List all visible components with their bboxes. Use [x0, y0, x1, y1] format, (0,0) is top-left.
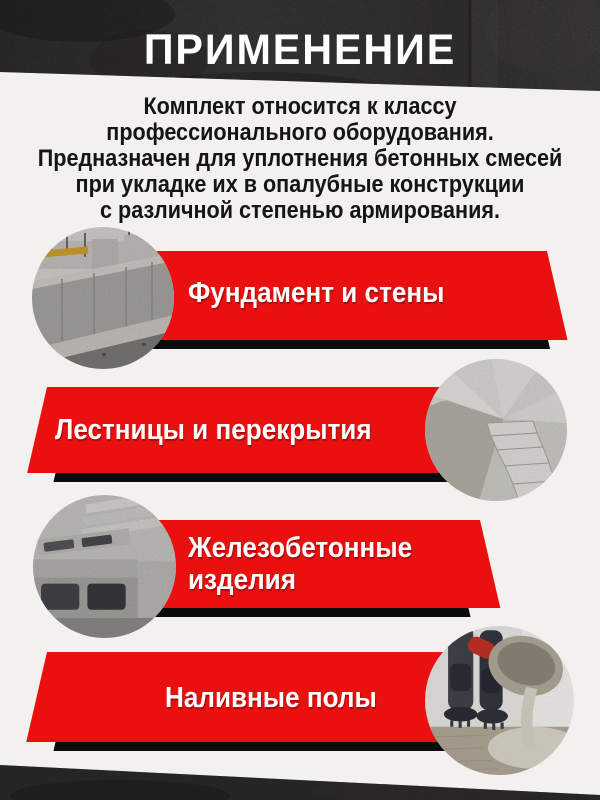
self-leveling-floor-pour-photo: [425, 626, 574, 775]
banner-shadow: [150, 340, 550, 349]
intro-paragraph: [30, 94, 570, 224]
banner-label-text: Фундамент и стены: [188, 277, 445, 309]
banner-label: [165, 682, 377, 714]
concrete-foundation-walls-photo: [32, 227, 174, 369]
intro-line: Комплект относится к классу: [143, 93, 457, 120]
banner-label: [188, 277, 444, 309]
banner-label: [55, 414, 372, 446]
page-title: ПРИМЕНЕНИЕ: [143, 26, 457, 74]
concrete-spiral-staircase-photo: [425, 359, 567, 501]
intro-line: с различной степенью армирования.: [100, 197, 500, 224]
intro-line: при укладке их в опалубные конструкции: [75, 171, 525, 198]
precast-concrete-beams-photo: [33, 495, 176, 638]
banner-label-text: Лестницы и перекрытия: [55, 414, 372, 446]
banner-label-text: Наливные полы: [165, 682, 377, 714]
banner-label: [188, 532, 413, 596]
banner-label-text: Железобетонные изделия: [188, 532, 413, 596]
intro-line: Предназначен для уплотнения бетонных смесей: [37, 145, 563, 172]
intro-line: профессионального оборудования.: [106, 119, 494, 146]
